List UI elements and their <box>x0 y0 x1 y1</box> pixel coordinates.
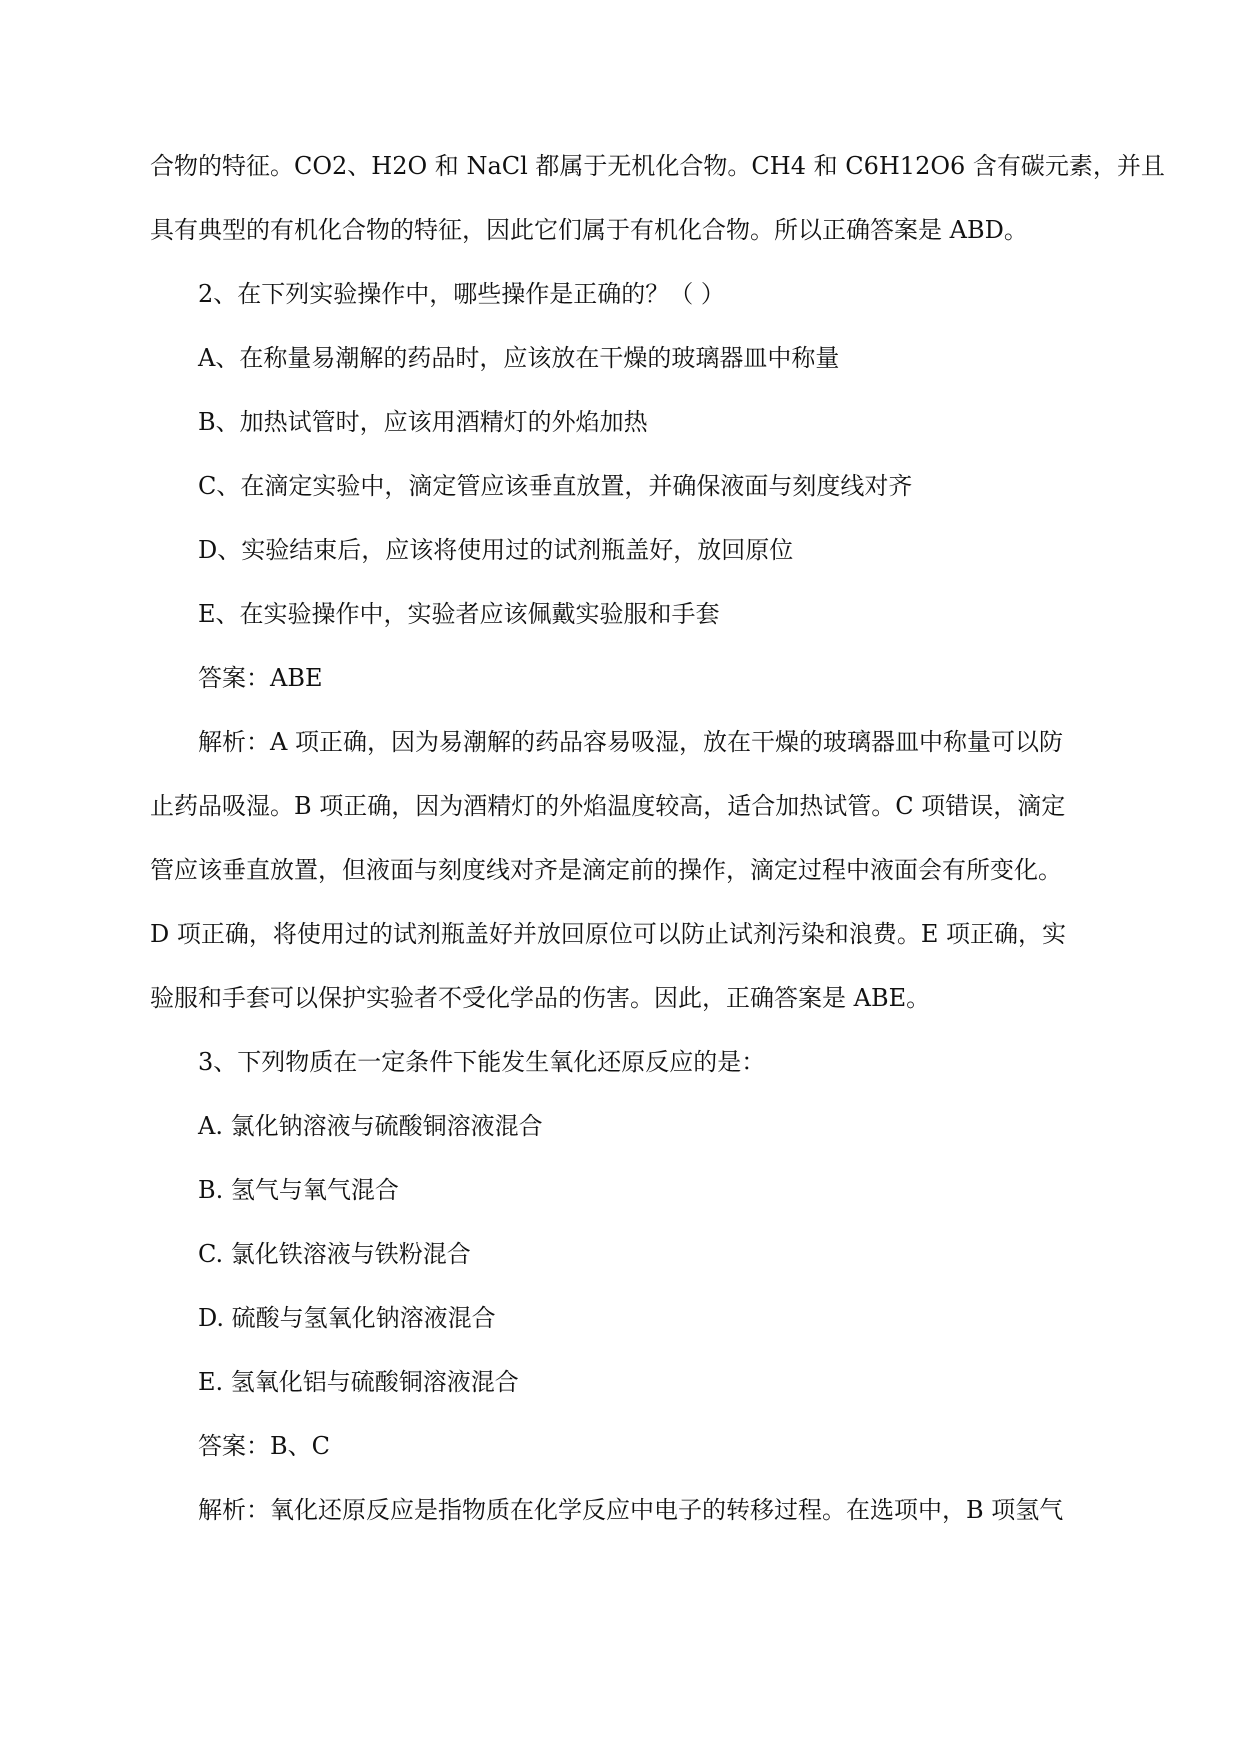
question-3-option-d: D. 硫酸与氢氧化钠溶液混合 <box>198 1304 496 1332</box>
question-2-option-c: C、在滴定实验中，滴定管应该垂直放置，并确保液面与刻度线对齐 <box>198 472 913 500</box>
question-2-analysis-line-4: D 项正确，将使用过的试剂瓶盖好并放回原位可以防止试剂污染和浪费。E 项正确，实 <box>150 920 1067 948</box>
text-line-q1-analysis-end: 具有典型的有机化合物的特征，因此它们属于有机化合物。所以正确答案是 ABD。 <box>150 216 1028 244</box>
question-3-option-a: A. 氯化钠溶液与硫酸铜溶液混合 <box>198 1112 543 1140</box>
question-3-option-c: C. 氯化铁溶液与铁粉混合 <box>198 1240 471 1268</box>
question-2-stem: 2、在下列实验操作中，哪些操作是正确的？（ ） <box>198 280 725 308</box>
question-3-answer: 答案：B、C <box>198 1432 330 1460</box>
question-2-option-d: D、实验结束后，应该将使用过的试剂瓶盖好，放回原位 <box>198 536 794 564</box>
text-line-q1-analysis-continued: 合物的特征。CO2、H2O 和 NaCl 都属于无机化合物。CH4 和 C6H12O6 含有碳元素，并且 <box>150 152 1165 180</box>
question-3-option-b: B. 氢气与氧气混合 <box>198 1176 399 1204</box>
question-3-stem: 3、下列物质在一定条件下能发生氧化还原反应的是： <box>198 1048 766 1076</box>
question-2-answer: 答案：ABE <box>198 664 323 692</box>
question-2-option-a: A、在称量易潮解的药品时，应该放在干燥的玻璃器皿中称量 <box>198 344 840 372</box>
question-3-analysis-line-1: 解析：氧化还原反应是指物质在化学反应中电子的转移过程。在选项中，B 项氢气 <box>198 1496 1064 1524</box>
question-3-option-e: E. 氢氧化铝与硫酸铜溶液混合 <box>198 1368 519 1396</box>
question-2-analysis-line-3: 管应该垂直放置，但液面与刻度线对齐是滴定前的操作，滴定过程中液面会有所变化。 <box>150 856 1062 884</box>
question-2-option-b: B、加热试管时，应该用酒精灯的外焰加热 <box>198 408 648 436</box>
question-2-option-e: E、在实验操作中，实验者应该佩戴实验服和手套 <box>198 600 720 628</box>
question-2-analysis-line-5: 验服和手套可以保护实验者不受化学品的伤害。因此，正确答案是 ABE。 <box>150 984 931 1012</box>
question-2-analysis-line-1: 解析：A 项正确，因为易潮解的药品容易吸湿，放在干燥的玻璃器皿中称量可以防 <box>198 728 1063 756</box>
question-2-analysis-line-2: 止药品吸湿。B 项正确，因为酒精灯的外焰温度较高，适合加热试管。C 项错误，滴定 <box>150 792 1066 820</box>
